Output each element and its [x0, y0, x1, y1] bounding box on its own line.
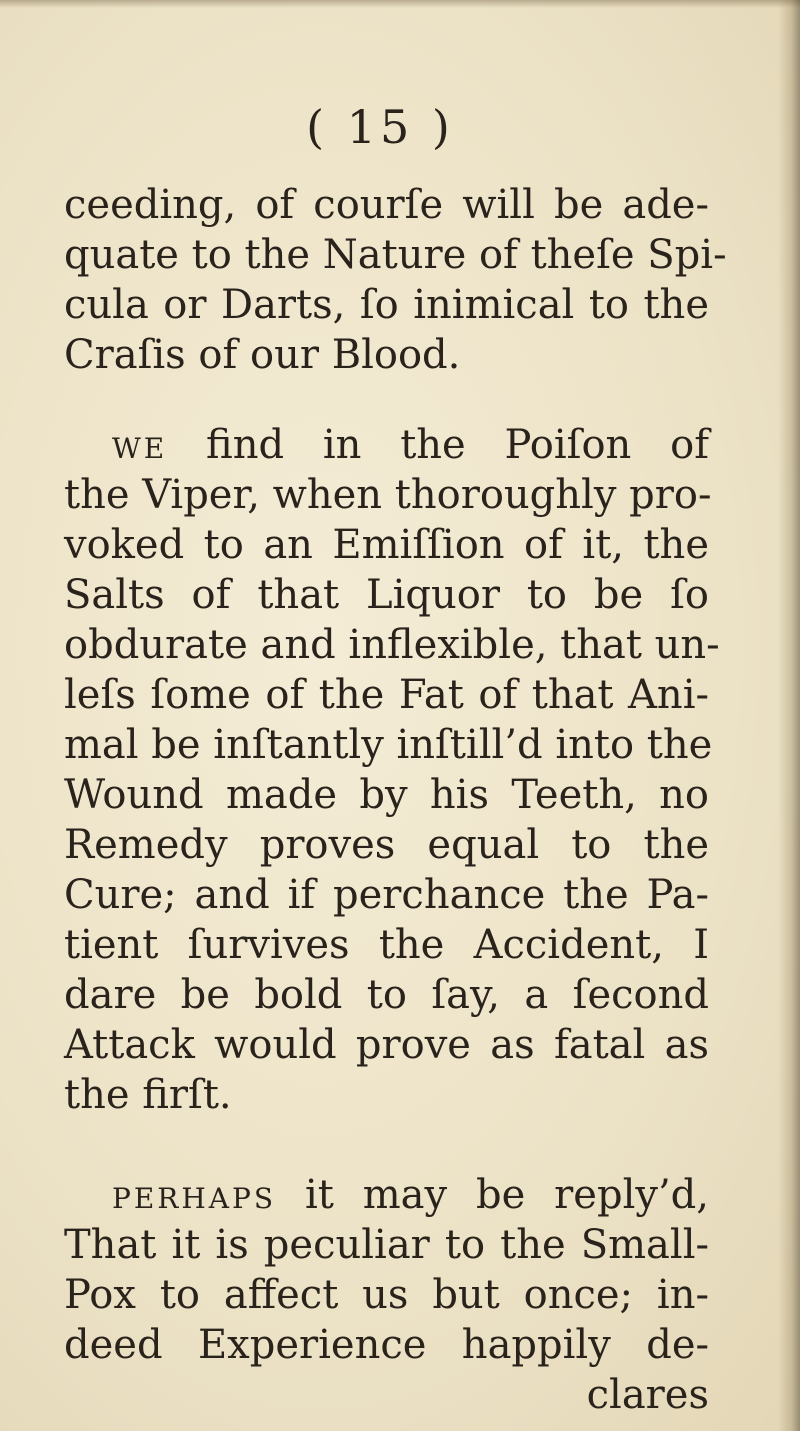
text-fragment: it may be reply’d, — [304, 1172, 709, 1218]
text-line: quate to the Nature of theſe Spi- — [64, 232, 727, 278]
text-line: Wound made by his Teeth, no — [64, 772, 709, 818]
page-top-shadow — [0, 0, 800, 8]
paragraph-opening-line — [112, 420, 709, 474]
text-line: voked to an Emiſſion of it, the — [64, 522, 709, 568]
smallcaps-lead: PERHAPS — [112, 1182, 277, 1215]
page-number: ( 15 ) — [306, 100, 454, 154]
text-fragment: find in the Poiſon of — [206, 422, 709, 468]
text-line: Salts of that Liquor to be ſo — [64, 572, 709, 618]
text-line: deed Experience happily de- — [64, 1322, 709, 1368]
paragraph-opening-line — [112, 1170, 709, 1224]
catchword: clares — [586, 1372, 709, 1418]
smallcaps-lead: WE — [112, 432, 168, 465]
text-line: the firſt. — [64, 1072, 232, 1118]
text-line: Craſis of our Blood. — [64, 332, 461, 378]
text-line: dare be bold to ſay, a ſecond — [64, 972, 709, 1018]
page-gutter-shadow — [778, 0, 800, 1431]
text-line: obdurate and inflexible, that un- — [64, 622, 720, 668]
text-line: cula or Darts, ſo inimical to the — [64, 282, 709, 328]
text-line: Pox to affect us but once; in- — [64, 1272, 709, 1318]
text-line: That it is peculiar to the Small- — [64, 1222, 709, 1268]
text-line: leſs ſome of the Fat of that Ani- — [64, 672, 709, 718]
text-line: tient ſurvives the Accident, I — [64, 922, 709, 968]
text-line: mal be inſtantly inſtill’d into the — [64, 722, 713, 768]
text-line: ceeding, of courſe will be ade- — [64, 182, 709, 228]
text-line: Cure; and if perchance the Pa- — [64, 872, 709, 918]
text-line: the Viper, when thoroughly pro- — [64, 472, 712, 518]
text-line: Remedy proves equal to the — [64, 822, 709, 868]
text-line: Attack would prove as fatal as — [64, 1022, 709, 1068]
